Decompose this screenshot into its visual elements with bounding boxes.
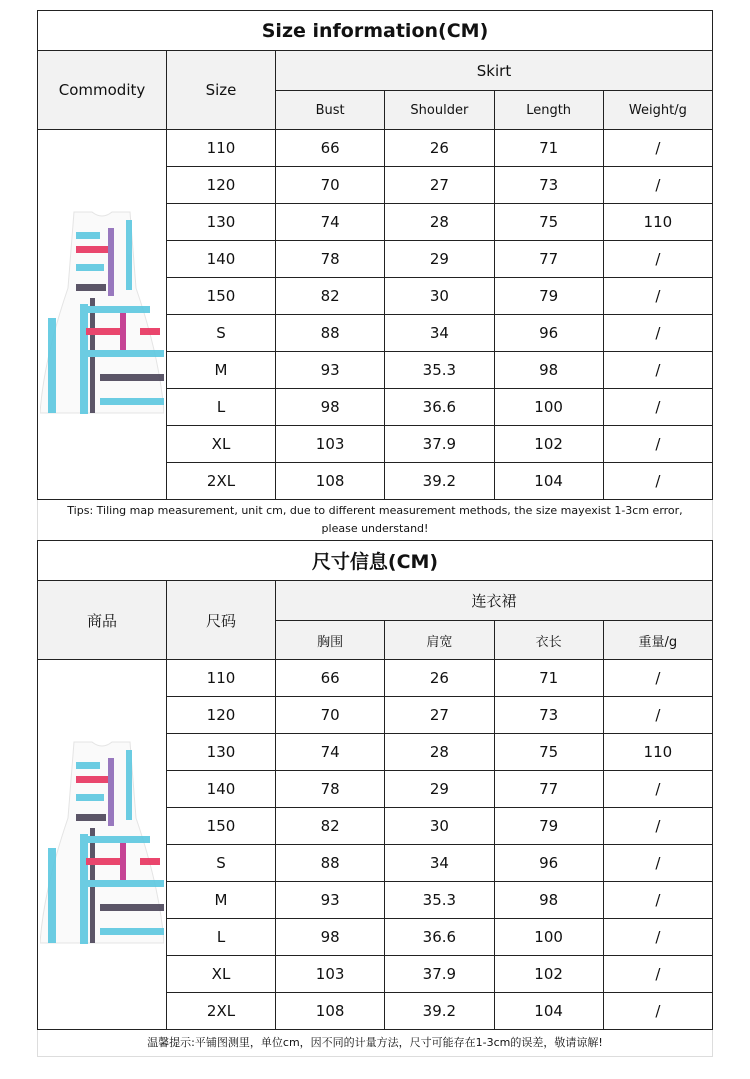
measurement-cell: 108: [276, 463, 385, 500]
measurement-cell: 96: [494, 315, 603, 352]
measurement-cell: 34: [385, 315, 494, 352]
measurement-cell: /: [603, 660, 712, 697]
measurement-cell: 98: [276, 389, 385, 426]
measurement-cell: 78: [276, 241, 385, 278]
measurement-cell: /: [603, 352, 712, 389]
measurement-cell: 102: [494, 426, 603, 463]
measurement-cell: 77: [494, 241, 603, 278]
measurement-cell: 74: [276, 204, 385, 241]
measurement-cell: 34: [385, 845, 494, 882]
measurement-cell: 70: [276, 167, 385, 204]
size-cell: 150: [167, 278, 276, 315]
commodity-image-cell: [38, 660, 167, 1030]
measurement-cell: /: [603, 697, 712, 734]
measurement-cell: /: [603, 130, 712, 167]
measurement-cell: 37.9: [385, 426, 494, 463]
measurement-cell: 102: [494, 956, 603, 993]
column-header: 胸围: [276, 621, 385, 660]
measurement-cell: /: [603, 389, 712, 426]
measurement-cell: /: [603, 882, 712, 919]
commodity-image-cell: [38, 130, 167, 500]
table-row: [38, 130, 713, 167]
measurement-cell: 82: [276, 278, 385, 315]
header-commodity: Commodity: [38, 51, 167, 130]
measurement-cell: 35.3: [385, 352, 494, 389]
size-cell: 130: [167, 734, 276, 771]
measurement-cell: /: [603, 463, 712, 500]
measurement-cell: 88: [276, 845, 385, 882]
header-commodity: 商品: [38, 581, 167, 660]
measurement-cell: 104: [494, 993, 603, 1030]
dress-product-image: [40, 738, 164, 948]
measurement-cell: 36.6: [385, 919, 494, 956]
size-cell: M: [167, 352, 276, 389]
dress-product-image: [40, 208, 164, 418]
measurement-cell: 73: [494, 167, 603, 204]
measurement-cell: 30: [385, 278, 494, 315]
measurement-cell: 100: [494, 389, 603, 426]
column-header: 肩宽: [385, 621, 494, 660]
size-cell: 130: [167, 204, 276, 241]
tips-note: 温馨提示:平铺图测里，单位cm，因不同的计量方法，尺寸可能存在1-3cm的误差，敬请谅解!: [37, 1030, 713, 1057]
measurement-cell: 93: [276, 882, 385, 919]
measurement-cell: 71: [494, 660, 603, 697]
measurement-cell: 98: [494, 882, 603, 919]
size-cell: 2XL: [167, 993, 276, 1030]
measurement-cell: 39.2: [385, 463, 494, 500]
column-header: Bust: [276, 91, 385, 130]
measurement-cell: 37.9: [385, 956, 494, 993]
measurement-cell: 110: [603, 734, 712, 771]
measurement-cell: /: [603, 167, 712, 204]
size-cell: 120: [167, 167, 276, 204]
size-cell: 120: [167, 697, 276, 734]
measurement-cell: 88: [276, 315, 385, 352]
size-table-chinese: [37, 540, 713, 1057]
measurement-cell: 103: [276, 956, 385, 993]
measurement-cell: 103: [276, 426, 385, 463]
size-cell: XL: [167, 426, 276, 463]
size-cell: S: [167, 315, 276, 352]
measurement-cell: 27: [385, 167, 494, 204]
size-cell: 110: [167, 660, 276, 697]
measurement-cell: 108: [276, 993, 385, 1030]
size-table: [37, 540, 713, 1030]
measurement-cell: 27: [385, 697, 494, 734]
measurement-cell: 66: [276, 130, 385, 167]
size-cell: L: [167, 919, 276, 956]
measurement-cell: 82: [276, 808, 385, 845]
measurement-cell: /: [603, 426, 712, 463]
measurement-cell: 78: [276, 771, 385, 808]
column-header: Shoulder: [385, 91, 494, 130]
size-cell: 110: [167, 130, 276, 167]
size-cell: XL: [167, 956, 276, 993]
column-header: 衣长: [494, 621, 603, 660]
measurement-cell: 75: [494, 204, 603, 241]
measurement-cell: 79: [494, 808, 603, 845]
size-table-english: [37, 10, 713, 541]
measurement-cell: 98: [276, 919, 385, 956]
measurement-cell: 39.2: [385, 993, 494, 1030]
table-title: 尺寸信息(CM): [38, 541, 713, 581]
measurement-cell: /: [603, 808, 712, 845]
measurement-cell: /: [603, 845, 712, 882]
measurement-cell: 71: [494, 130, 603, 167]
measurement-cell: /: [603, 241, 712, 278]
measurement-cell: /: [603, 919, 712, 956]
table-row: [38, 660, 713, 697]
measurement-cell: 79: [494, 278, 603, 315]
measurement-cell: 35.3: [385, 882, 494, 919]
measurement-cell: 28: [385, 734, 494, 771]
measurement-cell: 104: [494, 463, 603, 500]
measurement-cell: /: [603, 278, 712, 315]
measurement-cell: 110: [603, 204, 712, 241]
measurement-cell: 100: [494, 919, 603, 956]
size-cell: L: [167, 389, 276, 426]
tips-note: Tips: Tiling map measurement, unit cm, due to different measurement methods, the size mayexist 1-3cm error, please understand!: [37, 500, 713, 541]
measurement-cell: 28: [385, 204, 494, 241]
measurement-cell: 30: [385, 808, 494, 845]
measurement-cell: 26: [385, 130, 494, 167]
measurement-cell: 93: [276, 352, 385, 389]
measurement-cell: /: [603, 956, 712, 993]
measurement-cell: 66: [276, 660, 385, 697]
measurement-cell: 96: [494, 845, 603, 882]
measurement-cell: 70: [276, 697, 385, 734]
size-table: [37, 10, 713, 500]
size-cell: S: [167, 845, 276, 882]
header-group: 连衣裙: [276, 581, 713, 621]
size-cell: 2XL: [167, 463, 276, 500]
measurement-cell: 74: [276, 734, 385, 771]
measurement-cell: /: [603, 315, 712, 352]
size-cell: 140: [167, 771, 276, 808]
measurement-cell: 29: [385, 241, 494, 278]
header-size: 尺码: [167, 581, 276, 660]
header-group: Skirt: [276, 51, 713, 91]
column-header: 重量/g: [603, 621, 712, 660]
measurement-cell: /: [603, 771, 712, 808]
measurement-cell: 26: [385, 660, 494, 697]
header-size: Size: [167, 51, 276, 130]
measurement-cell: 77: [494, 771, 603, 808]
size-cell: 140: [167, 241, 276, 278]
column-header: Weight/g: [603, 91, 712, 130]
size-cell: M: [167, 882, 276, 919]
size-cell: 150: [167, 808, 276, 845]
measurement-cell: 29: [385, 771, 494, 808]
column-header: Length: [494, 91, 603, 130]
measurement-cell: 36.6: [385, 389, 494, 426]
measurement-cell: 75: [494, 734, 603, 771]
measurement-cell: 73: [494, 697, 603, 734]
table-title: Size information(CM): [38, 11, 713, 51]
measurement-cell: /: [603, 993, 712, 1030]
measurement-cell: 98: [494, 352, 603, 389]
